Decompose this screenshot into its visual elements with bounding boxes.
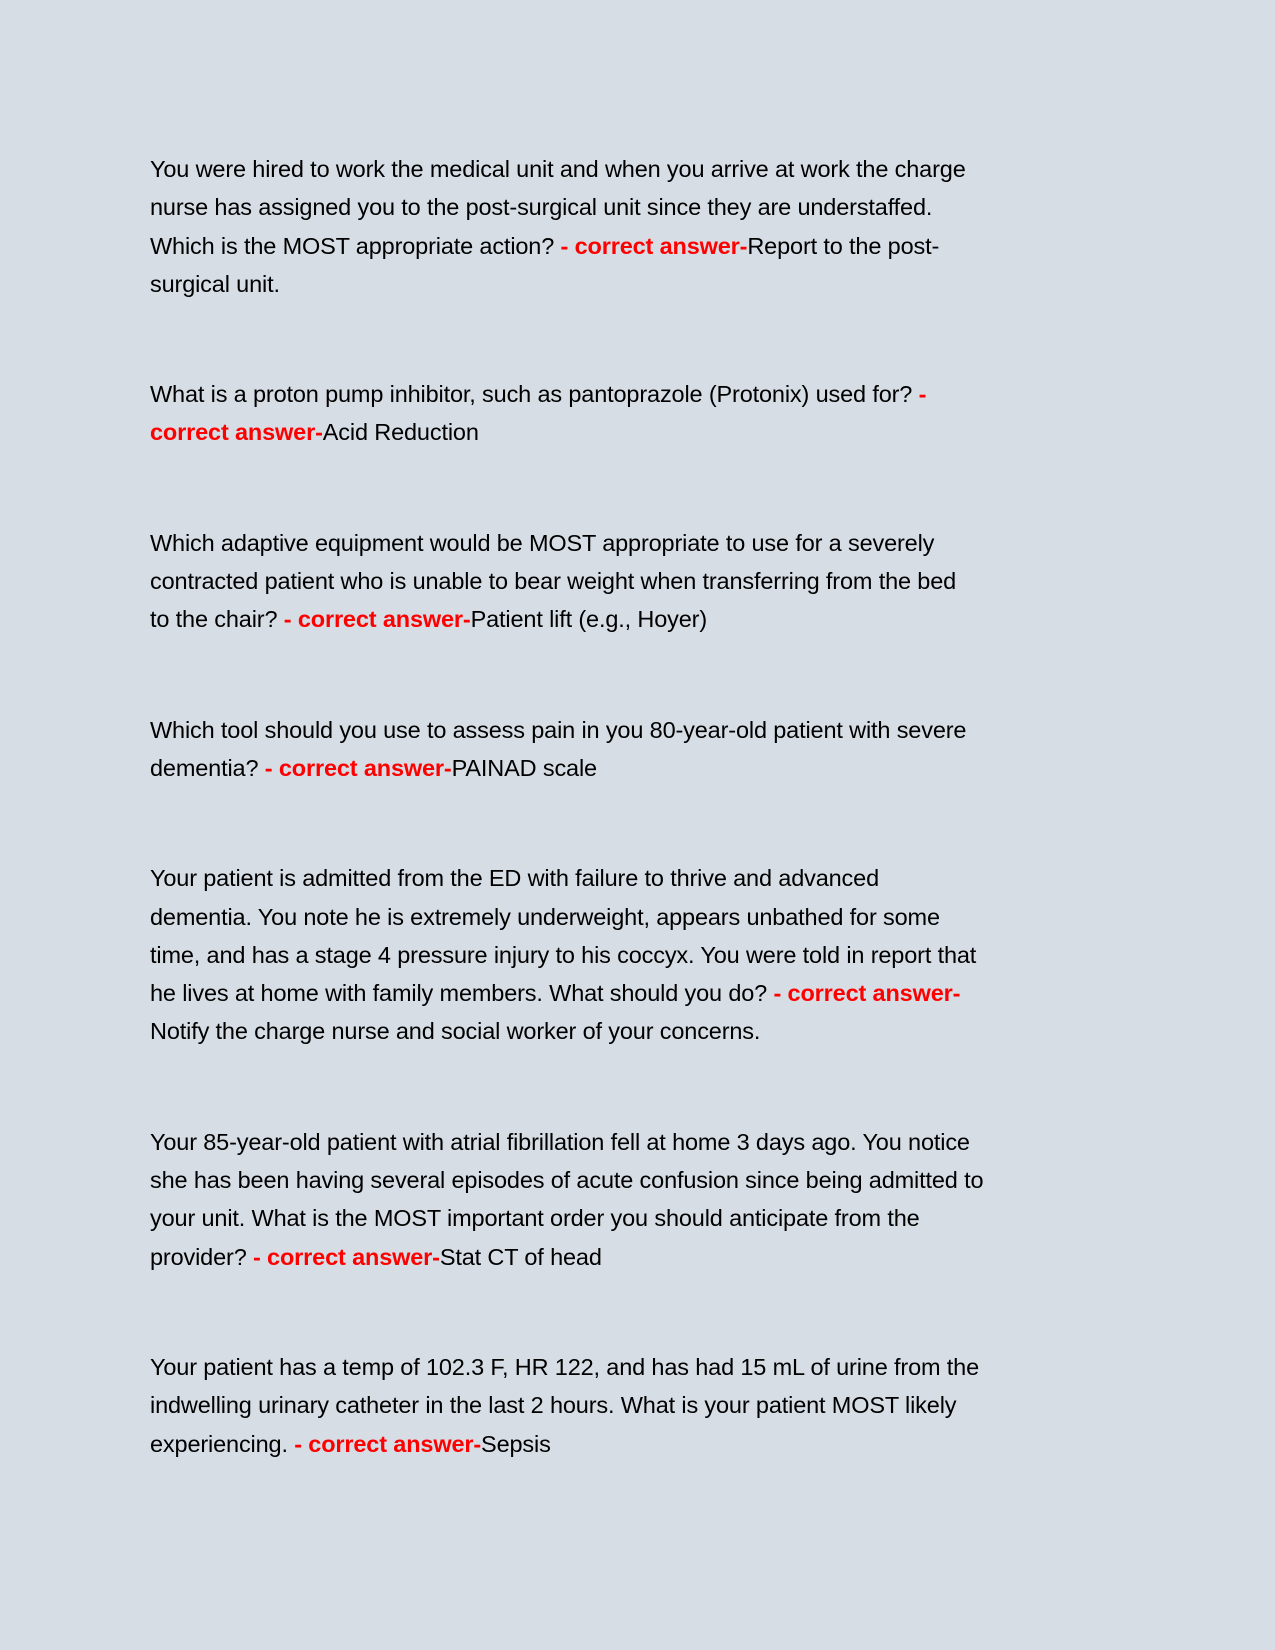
question-text: Which is the MOST appropriate action?: [150, 232, 561, 259]
question-text: your unit. What is the MOST important order you should anticipate from the: [150, 1205, 920, 1232]
question-text: contracted patient who is unable to bear weight when transferring from the bed: [150, 568, 957, 595]
question-text: Your patient is admitted from the ED with failure to thrive and advanced: [150, 865, 879, 892]
text-line: [150, 1123, 1130, 1161]
question-text: You were hired to work the medical unit and when you arrive at work the charge: [150, 156, 966, 182]
qa-item-1: [150, 150, 1130, 303]
text-line: [150, 859, 1130, 897]
text-line: [150, 375, 1130, 413]
qa-item-6: [150, 1123, 1130, 1276]
question-text: to the chair?: [150, 606, 284, 633]
correct-answer-label: -: [918, 381, 927, 408]
text-line: [150, 898, 1130, 936]
text-line: [150, 749, 1130, 787]
answer-text: Report to the post-: [747, 232, 940, 259]
qa-item-4: [150, 711, 1130, 788]
answer-text: Notify the charge nurse and social worker of your concerns.: [150, 1018, 761, 1045]
document-page: [150, 150, 1130, 1535]
text-line: [150, 1238, 1130, 1276]
question-text: nurse has assigned you to the post-surgical unit since they are understaffed.: [150, 194, 933, 221]
question-text: Which tool should you use to assess pain in you 80-year-old patient with severe: [150, 716, 967, 743]
correct-answer-label: - correct answer-: [773, 980, 961, 1007]
text-line: [150, 600, 1130, 638]
text-line: [150, 936, 1130, 974]
text-line: [150, 227, 1130, 265]
question-text: experiencing.: [150, 1430, 295, 1457]
text-line: [150, 1348, 1130, 1386]
text-line: [150, 1199, 1130, 1237]
correct-answer-label: - correct answer-: [253, 1243, 440, 1270]
correct-answer-label: - correct answer-: [283, 606, 471, 633]
correct-answer-label: - correct answer-: [294, 1430, 482, 1457]
correct-answer-label: - correct answer-: [560, 232, 748, 259]
qa-item-7: [150, 1348, 1130, 1463]
qa-item-2: [150, 375, 1130, 452]
question-text: he lives at home with family members. What should you do?: [150, 980, 774, 1007]
question-text: dementia. You note he is extremely underweight, appears unbathed for some: [150, 903, 940, 930]
text-line: [150, 1161, 1130, 1199]
text-line: [150, 1386, 1130, 1424]
question-text: What is a proton pump inhibitor, such as pantoprazole (Protonix) used for?: [150, 381, 919, 408]
answer-text: Acid Reduction: [322, 419, 479, 446]
answer-text: surgical unit.: [150, 270, 280, 297]
question-text: Your 85-year-old patient with atrial fibrillation fell at home 3 days ago. You notice: [150, 1128, 970, 1155]
answer-text: Sepsis: [481, 1430, 551, 1457]
qa-item-3: [150, 524, 1130, 639]
qa-item-5: [150, 859, 1130, 1050]
correct-answer-label: - correct answer-: [264, 754, 452, 781]
question-text: time, and has a stage 4 pressure injury to his coccyx. You were told in report that: [150, 941, 977, 968]
answer-text: Patient lift (e.g., Hoyer): [470, 606, 708, 633]
text-line: [150, 188, 1130, 226]
text-line: [150, 1012, 1130, 1050]
text-line: [150, 150, 1130, 188]
text-line: [150, 413, 1130, 451]
question-text: Your patient has a temp of 102.3 F, HR 122, and has had 15 mL of urine from the: [150, 1353, 980, 1380]
question-text: provider?: [150, 1243, 253, 1270]
correct-answer-label: correct answer-: [150, 419, 323, 446]
text-line: [150, 974, 1130, 1012]
text-line: [150, 524, 1130, 562]
text-line: [150, 1425, 1130, 1463]
text-line: [150, 265, 1130, 303]
text-line: [150, 711, 1130, 749]
text-line: [150, 562, 1130, 600]
question-text: dementia?: [150, 754, 265, 781]
answer-text: Stat CT of head: [439, 1243, 602, 1270]
question-text: indwelling urinary catheter in the last 2 hours. What is your patient MOST likely: [150, 1392, 957, 1419]
answer-text: PAINAD scale: [451, 754, 597, 781]
question-text: Which adaptive equipment would be MOST appropriate to use for a severely: [150, 529, 935, 556]
question-text: she has been having several episodes of acute confusion since being admitted to: [150, 1167, 984, 1194]
